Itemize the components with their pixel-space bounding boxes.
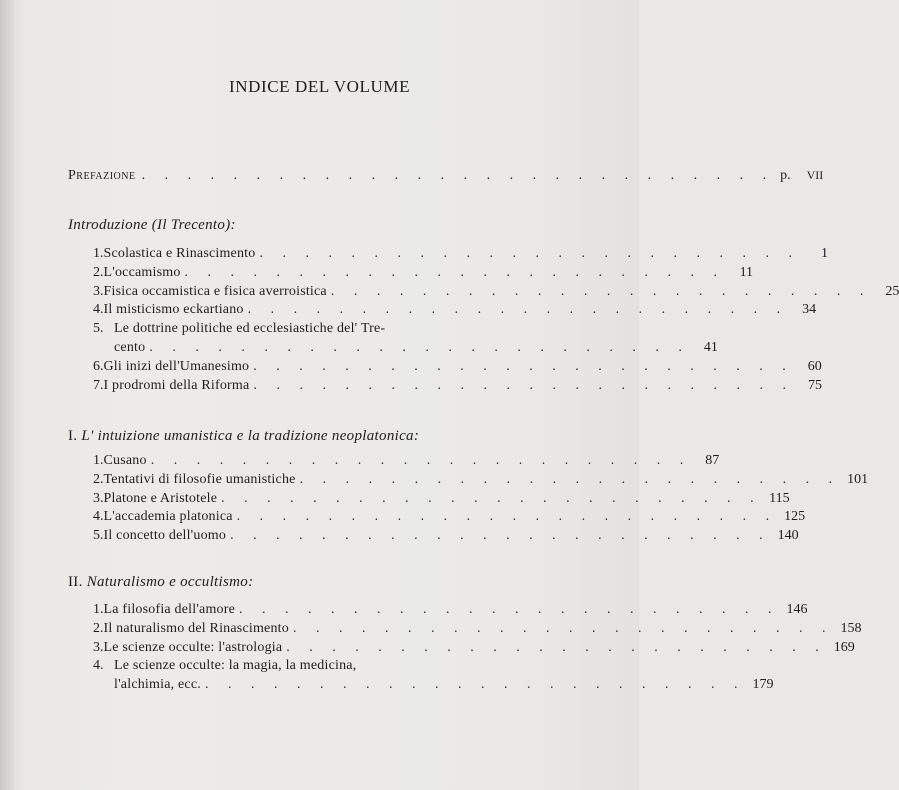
leader-dots: . . . . . . . . . . . . . . . . . . . . . . . . . . . . xyxy=(141,168,775,183)
toc-entry: 1. Scolastica e Rinascimento . . . . . . . . . . . . . . . . . . . . . . . . 1 xyxy=(93,245,516,264)
toc-entry: 4. Il misticismo eckartiano . . . . . . . . . . . . . . . . . . . . . . . . 34 xyxy=(93,301,516,320)
toc-page-number: 87 xyxy=(705,453,720,468)
section-heading-naturalismo: II. Naturalismo e occultismo: xyxy=(68,574,254,590)
toc-entry: 2. L'occamismo . . . . . . . . . . . . . . . . . . . . . . . . 11 xyxy=(93,264,516,283)
toc-entry-continuation: l'alchimia, ecc. . . . . . . . . . . . . . . . . . . . . . . . . 179 xyxy=(93,676,516,695)
leader-dots: . . . . . . . . . . . . . . . . . . . . . . . . xyxy=(247,302,789,318)
toc-entry: 7. I prodromi della Riforma . . . . . . . . . . . . . . . . . . . . . . . . 75 xyxy=(93,377,516,396)
leader-dots: . . . . . . . . . . . . . . . . . . . . . . . . xyxy=(253,358,794,374)
leader-dots: . . . . . . . . . . . . . . . . . . . . . . . . xyxy=(204,677,746,693)
toc-entry: 5. Il concetto dell'uomo . . . . . . . . . . . . . . . . . . . . . . . . 140 xyxy=(93,527,516,546)
toc-page-number: 115 xyxy=(769,490,790,506)
toc-page-number: 158 xyxy=(840,620,862,636)
toc-entry-continuation: cento . . . . . . . . . . . . . . . . . . . . . . . . 41 xyxy=(93,339,516,358)
toc-entry: 2. Il naturalismo del Rinascimento . . . . . . . . . . . . . . . . . . . . . . . . 158 xyxy=(93,620,516,639)
leader-dots: . . . . . . . . . . . . . . . . . . . . . . . . xyxy=(259,246,800,261)
toc-page-number: 125 xyxy=(784,509,806,525)
toc-entry: 3. Fisica occamistica e fisica averroistica . . . . . . . . . . . . . . . . . . . . . . . . 25 xyxy=(93,283,516,302)
toc-entry: 2. Tentativi di filosofie umanistiche . . . . . . . . . . . . . . . . . . . . . . . . 101 xyxy=(93,471,516,490)
toc-entry: 1. Cusano . . . . . . . . . . . . . . . . . . . . . . . . 87 xyxy=(93,452,516,471)
leader-dots: . . . . . . . . . . . . . . . . . . . . . . . . xyxy=(230,528,771,544)
page-abbrev: p. xyxy=(780,168,791,183)
leader-dots: . . . . . . . . . . . . . . . . . . . . . . . . xyxy=(184,264,726,280)
section-list-naturalismo xyxy=(93,601,862,695)
leader-dots: . . . . . . . . . . . . . . . . . . . . . . . . xyxy=(299,471,841,487)
toc-page-number: 146 xyxy=(786,602,808,617)
toc-page-number: 140 xyxy=(777,528,799,544)
toc-entry: 6. Gli inizi dell'Umanesimo . . . . . . . . . . . . . . . . . . . . . . . . 60 xyxy=(93,358,516,377)
toc-page-number: 101 xyxy=(847,471,869,487)
toc-page-number: 34 xyxy=(802,302,817,318)
leader-dots: . . . . . . . . . . . . . . . . . . . . . . . . xyxy=(239,602,780,617)
leader-dots: . . . . . . . . . . . . . . . . . . . . . . . . xyxy=(221,490,762,506)
toc-entry: 4. L'accademia platonica . . . . . . . . . . . . . . . . . . . . . . . . 125 xyxy=(93,508,516,527)
toc-page-number: 169 xyxy=(833,639,855,655)
leader-dots: . . . . . . . . . . . . . . . . . . . . . . . . xyxy=(292,620,834,636)
toc-page-number: 25 xyxy=(885,283,899,299)
prefazione-label: Prefazione xyxy=(68,168,136,183)
prefazione-page: VII xyxy=(806,168,824,182)
toc-entry: 3. Platone e Aristotele . . . . . . . . . . . . . . . . . . . . . . . . 115 xyxy=(93,490,516,509)
toc-page-number: 11 xyxy=(739,264,754,280)
leader-dots: . . . . . . . . . . . . . . . . . . . . . . . . xyxy=(149,339,690,355)
toc-page-number: 41 xyxy=(703,339,718,355)
toc-entry: 1. La filosofia dell'amore . . . . . . . . . . . . . . . . . . . . . . . . 146 xyxy=(93,601,516,620)
section-list-introduzione xyxy=(93,245,899,395)
toc-entry: 3. Le scienze occulte: l'astrologia . . . . . . . . . . . . . . . . . . . . . . . . 169 xyxy=(93,639,516,658)
leader-dots: . . . . . . . . . . . . . . . . . . . . . . . . xyxy=(253,377,794,393)
page-binding-edge xyxy=(0,0,14,790)
toc-entry: 4. Le scienze occulte: la magia, la medicina, xyxy=(93,658,357,674)
leader-dots: . . . . . . . . . . . . . . . . . . . . . . . . xyxy=(330,283,872,299)
section-list-intuizione xyxy=(93,452,869,546)
toc-page-number: 60 xyxy=(807,358,822,374)
toc-entry: 5. Le dottrine politiche ed ecclesiastiche del' Tre- xyxy=(93,321,386,337)
prefazione-entry xyxy=(68,168,824,184)
leader-dots: . . . . . . . . . . . . . . . . . . . . . . . . xyxy=(236,509,778,525)
section-heading-intuizione: I. L' intuizione umanistica e la tradizione neoplatonica: xyxy=(68,428,420,444)
leader-dots: . . . . . . . . . . . . . . . . . . . . . . . . xyxy=(150,453,692,468)
page-title: INDICE DEL VOLUME xyxy=(228,77,411,96)
toc-page-number: 1 xyxy=(820,246,828,261)
leader-dots: . . . . . . . . . . . . . . . . . . . . . . . . xyxy=(286,639,827,655)
section-heading-introduzione: Introduzione (Il Trecento): xyxy=(68,217,236,233)
toc-page-number: 75 xyxy=(807,377,822,393)
toc-page-number: 179 xyxy=(752,677,774,693)
